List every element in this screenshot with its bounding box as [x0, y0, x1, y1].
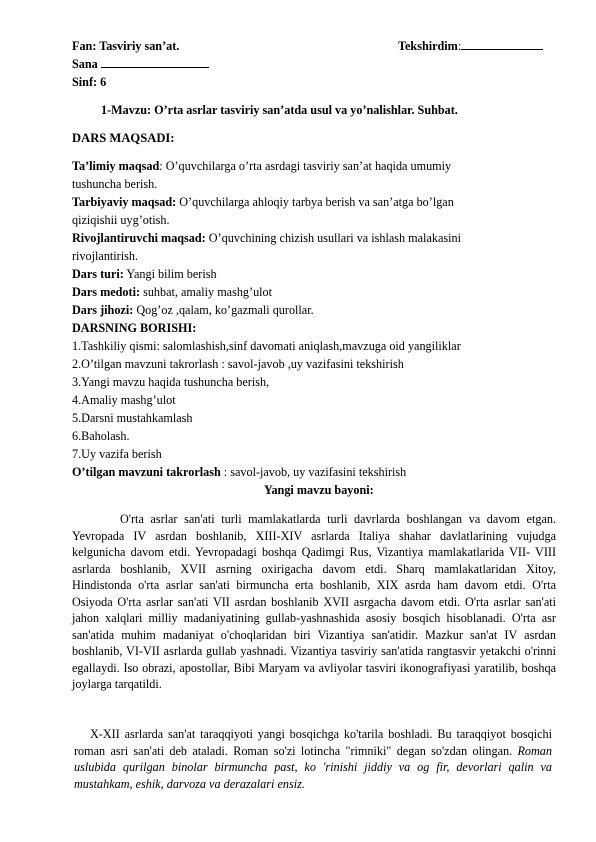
- checked-line: [398, 38, 543, 54]
- upbringing-goal-text1: O’quvchilarga ahloqiy tarbya berish va san’atga bo’lgan: [176, 195, 454, 209]
- review-label: O’tilgan mavzuni takrorlash: [72, 465, 221, 479]
- checked-label: Tekshirdim: [398, 39, 458, 53]
- new-topic-heading: Yangi mavzu bayoni:: [264, 483, 374, 497]
- date-line: [72, 56, 209, 72]
- educational-goal-text1: : O’quvchilarga o’rta asrdagi tasviriy san’at haqida umumiy: [159, 159, 452, 173]
- lesson-progress-heading: DARSNING BORISHI:: [72, 321, 197, 335]
- step-item: 3.Yangi mavzu haqida tushuncha berish,: [72, 375, 270, 389]
- lesson-equipment-label: Dars jihozi:: [72, 303, 134, 317]
- review-line: [72, 464, 406, 480]
- lesson-type-label: Dars turi:: [72, 267, 124, 281]
- educational-goal-label: Ta’limiy maqsad: [72, 159, 160, 173]
- developing-goal-text2: rivojlantirish.: [72, 249, 139, 263]
- date-blank: [101, 56, 209, 68]
- grade-line: [72, 74, 106, 90]
- body-paragraph-1: [72, 511, 556, 693]
- lesson-method-line: [72, 284, 272, 300]
- subject-line: [72, 38, 179, 54]
- educational-goal-line1: [72, 158, 556, 174]
- paragraph-2-text: X-XII asrlarda san'at taraqqiyoti yangi bosqichga ko'tarila boshladi. Bu taraqqiyot bosqichi roman asri san'ati deb ataladi. Roman so'zi lotincha "rimniki" degan so'zdan olingan.: [74, 727, 552, 758]
- educational-goal-text2: tushuncha berish.: [72, 177, 158, 191]
- subject-value: Tasviriy san’at.: [99, 39, 180, 53]
- step-item: 6.Baholash.: [72, 429, 130, 443]
- lesson-equipment-value: Qog’oz ,qalam, ko’gazmali qurollar.: [133, 303, 314, 317]
- grade-label: Sinf:: [72, 75, 98, 89]
- review-text: : savol-javob, uy vazifasini tekshirish: [220, 465, 407, 479]
- step-item: 4.Amaliy mashg’ulot: [72, 393, 176, 407]
- body-paragraph-2: [74, 726, 552, 792]
- step-item: 5.Darsni mustahkamlash: [72, 411, 193, 425]
- paragraph-1-text: O'rta asrlar san'ati turli mamlakatlarda turli davrlarda boshlangan va davom etgan. Yevropada IV asrdan boshlanib, XIII-XIV asrlarda Italiya shahar davlatlarining vujudga kelgunicha davom etdi. Yevropadagi boshqa Qadimgi Rus, Vizantiya mamlakatlarida VII- VIII asrlarda boshlanib, XVII asrning oxirigacha davom etdi. Sharq mamlakatlaridan Xitoy, Hindistonda o'rta asrlar san'ati birmuncha erta boshlanib, XIX asrda ham davom etdi. O'rta Osiyoda O'rta asrlar san'ati VII asrdan boshlanib XVII asrgacha davom etdi. O'rta asrlar san'ati jahon xalqlari milliy madaniyatining gullab-yashnashida asosiy bosqich hisoblanadi. O'rta asr san'atida muhim madaniyat o'choqlaridan biri Vizantiya san'atidir. Mazkur san'at IV asrdan boshlanib, VI-VII asrlarda gullab yashnadi. Vizantiya tasviriy san'atida rangtasvir yetakchi o'rinni egallaydi. Iso obrazi, apostollar, Bibi Maryam va avliyolar tasviri ikonografiyasi yaratilib, boshqa joylarga tarqatildi.: [72, 512, 556, 691]
- lesson-type-line: [72, 266, 217, 282]
- subject-label: Fan:: [72, 39, 97, 53]
- developing-goal-line1: [72, 230, 461, 246]
- step-item: 7.Uy vazifa berish: [72, 447, 162, 461]
- step-item: 2.O’tilgan mavzuni takrorlash : savol-javob ,uy vazifasini tekshirish: [72, 357, 404, 371]
- upbringing-goal-line1: [72, 194, 454, 210]
- paragraph-2-italic-text: Roman uslubida qurilgan binolar birmuncha past, ko 'rinishi jiddiy va og fir, devorlari qalin va mustahkam, eshik, darvoza va derazalari ensiz.: [74, 743, 552, 791]
- lesson-type-value: Yangi bilim berish: [123, 267, 217, 281]
- upbringing-goal-text2: qiziqishii uyg’otish.: [72, 213, 170, 227]
- step-item: 1.Tashkiliy qismi: salomlashish,sinf davomati aniqlash,mavzuga oid yangiliklar: [72, 339, 461, 353]
- date-label: Sana: [72, 57, 98, 71]
- upbringing-goal-label: Tarbiyaviy maqsad:: [72, 195, 177, 209]
- grade-value: 6: [100, 75, 107, 89]
- developing-goal-label: Rivojlantiruvchi maqsad:: [72, 231, 206, 245]
- developing-goal-text1: O’quvchining chizish usullari va ishlash malakasini: [205, 231, 461, 245]
- lesson-goals-heading: DARS MAQSADI:: [72, 131, 175, 145]
- checked-colon: :: [457, 39, 462, 53]
- lesson-method-value: suhbat, amaliy mashg’ulot: [140, 285, 273, 299]
- lesson-equipment-line: [72, 302, 314, 318]
- lesson-method-label: Dars medoti:: [72, 285, 141, 299]
- topic-title: 1-Mavzu: O’rta asrlar tasviriy san’atda usul va yo’nalishlar. Suhbat.: [101, 103, 458, 117]
- checked-blank: [461, 38, 543, 50]
